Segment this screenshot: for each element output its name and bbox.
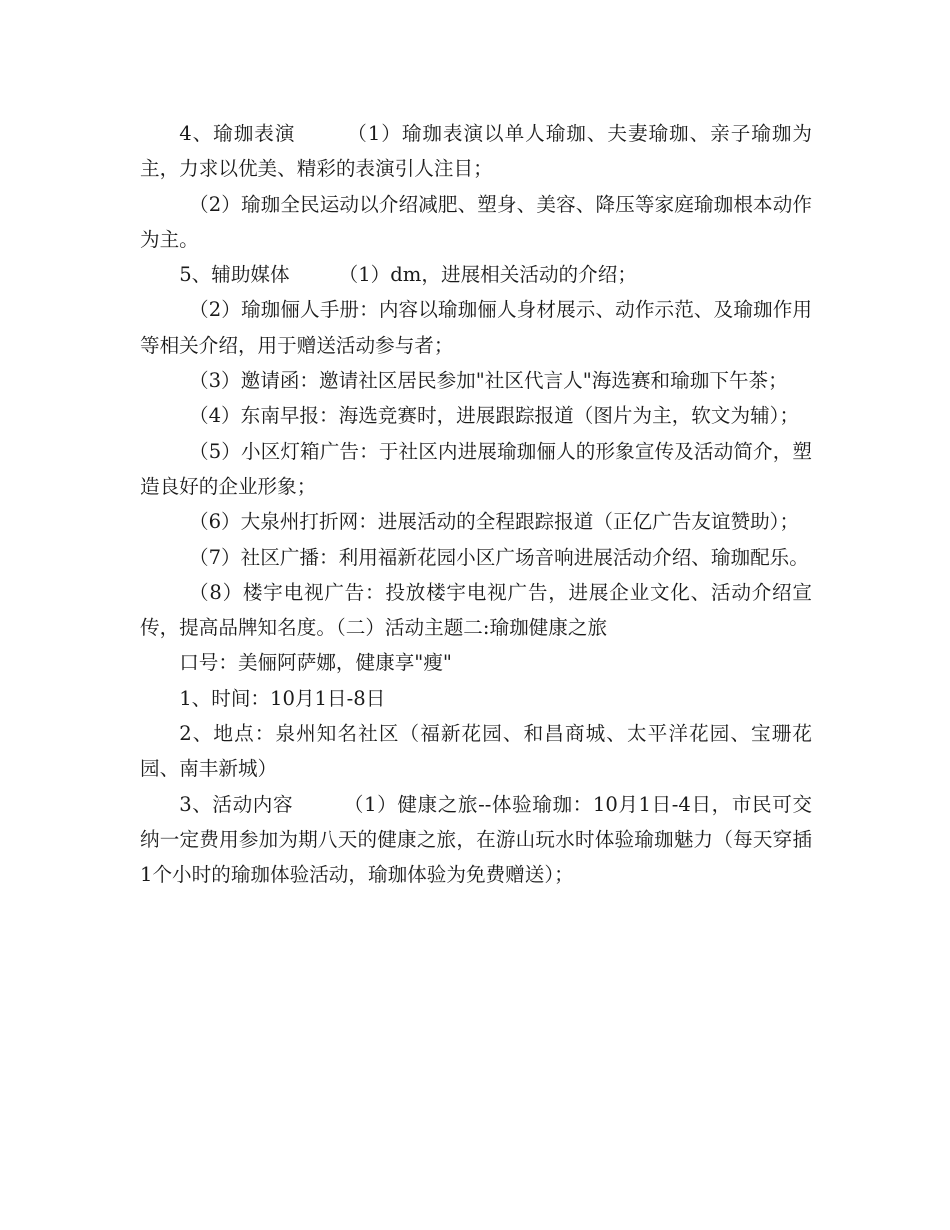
paragraph-discount-site: （6）大泉州打折网：进展活动的全程跟踪报道（正亿广告友谊赞助）； xyxy=(189,510,800,534)
paragraph-community-radio: （7）社区广播：利用福新花园小区广场音响进展活动介绍、瑜珈配乐。 xyxy=(189,545,809,569)
paragraph-slogan: 口号：美俪阿萨娜，健康享"瘦" xyxy=(179,651,452,675)
paragraph-yoga-performance: 4、瑜珈表演 （1）瑜珈表演以单人瑜珈、夫妻瑜珈、亲子瑜珈为主，力求以优美、精彩的表演引人注目； xyxy=(140,122,812,181)
paragraph-yoga-fitness: （2）瑜珈全民运动以介绍减肥、塑身、美容、降压等家庭瑜珈根本动作为主。 xyxy=(140,192,812,251)
paragraph-lightbox-ads: （5）小区灯箱广告：于社区内进展瑜珈俪人的形象宣传及活动简介，塑造良好的企业形象； xyxy=(140,439,812,498)
paragraph-auxiliary-media: 5、辅助媒体 （1）dm，进展相关活动的介绍； xyxy=(179,263,637,287)
paragraph-time: 1、时间：10月1日-8日 xyxy=(179,686,386,710)
paragraph-yoga-handbook: （2）瑜珈俪人手册：内容以瑜珈俪人身材展示、动作示范、及瑜珈作用等相关介绍，用于赠送活动参与者； xyxy=(140,298,812,357)
paragraph-location: 2、地点：泉州知名社区（福新花园、和昌商城、太平洋花园、宝珊花园、南丰新城） xyxy=(140,722,812,781)
paragraph-southeast-news: （4）东南早报：海选竞赛时，进展跟踪报道（图片为主，软文为辅）； xyxy=(189,404,800,428)
document-body xyxy=(140,116,812,893)
paragraph-building-tv: （8）楼宇电视广告：投放楼宇电视广告，进展企业文化、活动介绍宣传，提高品牌知名度。（二）活动主题二:瑜珈健康之旅 xyxy=(140,580,812,640)
paragraph-activity-content: 3、活动内容 （1）健康之旅--体验瑜珈：10月1日-4日，市民可交纳一定费用参加为期八天的健康之旅，在游山玩水时体验瑜珈魅力（每天穿插1个小时的瑜珈体验活动，瑜珈体验为免费赠送）； xyxy=(140,792,812,887)
paragraph-invitation: （3）邀请函：邀请社区居民参加"社区代言人"海选赛和瑜珈下午茶； xyxy=(189,369,788,393)
